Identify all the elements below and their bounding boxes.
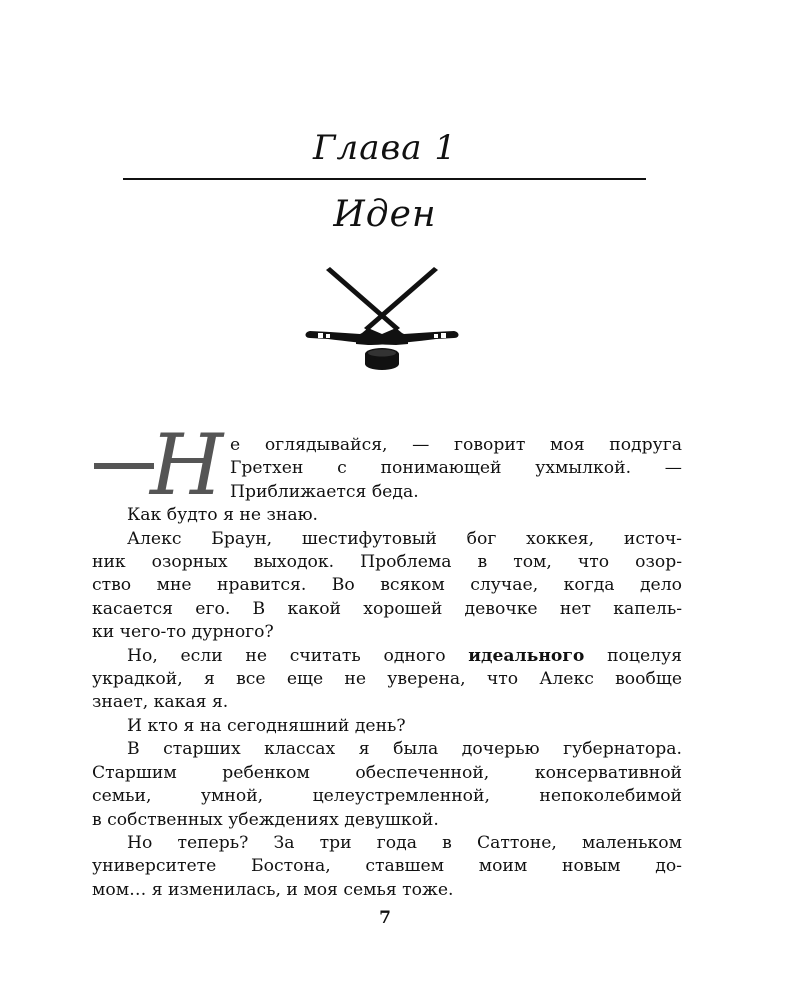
emphasis-word: идеального	[468, 645, 585, 666]
text-line: Старшим ребенком обеспеченной, консервативной	[92, 762, 682, 783]
text-fragment: поцелуя	[584, 645, 682, 666]
text-line: Приближается беда.	[230, 481, 419, 502]
text-line: е оглядывайся, — говорит моя подруга	[230, 435, 682, 455]
text-fragment: Но, если не считать одного	[127, 645, 469, 666]
crossed-hockey-sticks-and-puck-icon	[300, 262, 464, 374]
drop-cap-letter: Н	[150, 416, 224, 514]
text-line: В старших классах я была дочерью губернатора.	[127, 739, 682, 760]
text-line: ник озорных выходок. Проблема в том, что озор-	[92, 552, 682, 573]
text-line: ки чего-то дурного?	[92, 622, 274, 643]
chapter-title: Иден	[333, 194, 437, 235]
text-line: Гретхен с понимающей ухмылкой. —	[230, 458, 682, 479]
drop-cap	[92, 416, 228, 514]
chapter-divider	[123, 178, 646, 180]
chapter-label: Глава 1	[313, 128, 457, 168]
text-line: ство мне нравится. Во всяком случае, когда дело	[92, 575, 682, 596]
text-line: Алекс Браун, шестифутовый бог хоккея, источ-	[127, 528, 682, 549]
text-line: университете Бостона, ставшем моим новым до-	[92, 856, 682, 877]
text-line: И кто я на сегодняшний день?	[127, 715, 406, 736]
drop-cap-dash	[94, 463, 154, 469]
text-line: касается его. В какой хорошей девочке нет капель-	[92, 598, 682, 619]
page-number: 7	[379, 908, 391, 928]
text-line: знает, какая я.	[92, 692, 229, 713]
body-text	[92, 416, 682, 902]
text-line: мом… я изменилась, и моя семья тоже.	[92, 879, 454, 900]
text-line: украдкой, я все еще не уверена, что Алекс вообще	[92, 669, 682, 690]
text-line	[92, 645, 682, 668]
text-line: семьи, умной, целеустремленной, непоколебимой	[92, 786, 682, 807]
text-line: в собственных убеждениях девушкой.	[92, 809, 439, 830]
text-line: Но теперь? За три года в Саттоне, маленьком	[127, 832, 682, 853]
text-line: Как будто я не знаю.	[127, 505, 319, 526]
